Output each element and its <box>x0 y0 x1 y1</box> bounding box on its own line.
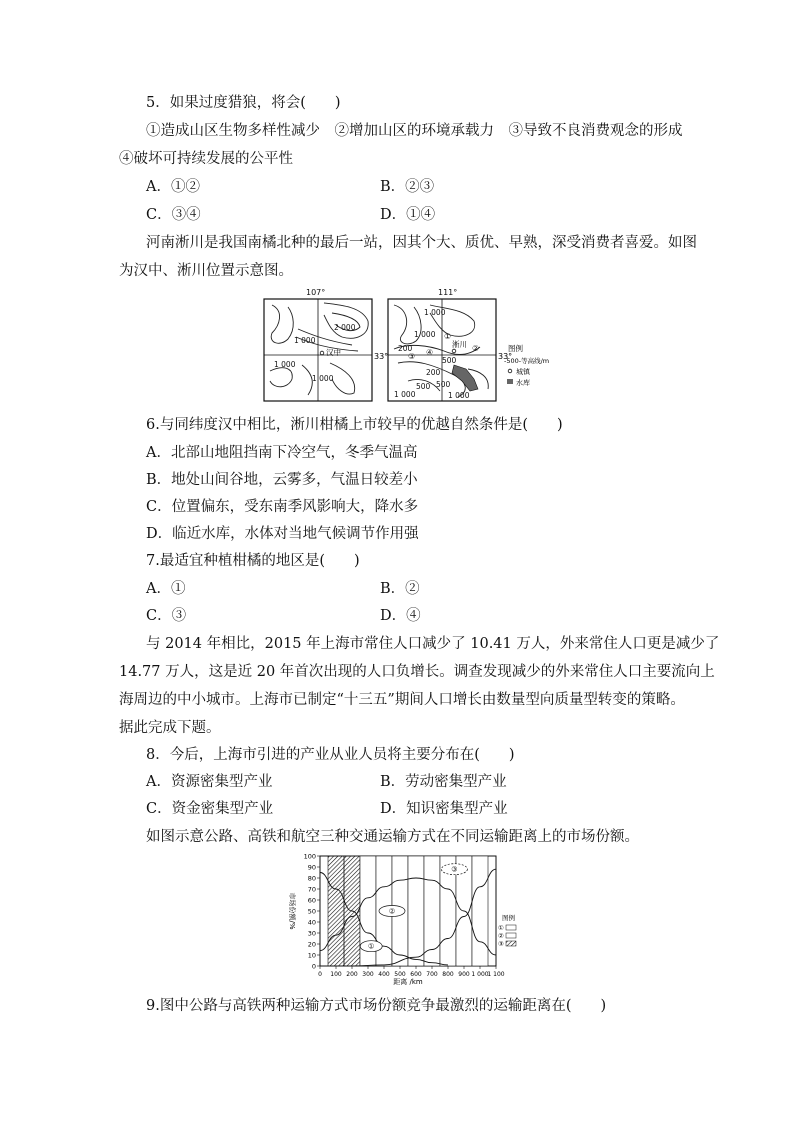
chart-xtick-2: 200 <box>346 971 358 978</box>
chart-ytick-0: 0 <box>311 962 316 971</box>
q5-option-a: A．①② <box>146 179 200 195</box>
map-legend-contour: -500-等高线/m <box>504 357 550 365</box>
map-right-label-7: 500 <box>416 382 431 391</box>
chart-xtick-0: 0 <box>318 971 322 978</box>
chart-xtick-5: 500 <box>394 971 406 978</box>
q7-option-d: D．④ <box>380 608 421 624</box>
chart-label-1: ① <box>368 942 375 951</box>
q6-stem: 6.与同纬度汉中相比，淅川柑橘上市较早的优越自然条件是( ) <box>146 417 563 433</box>
chart-ytick-5: 50 <box>307 907 316 916</box>
map-hanzhong-label: 汉中 <box>326 348 341 357</box>
chart-label-2: ② <box>388 907 396 916</box>
passage3-line1: 如图示意公路、高铁和航空三种交通运输方式在不同运输距离上的市场份额。 <box>146 829 639 845</box>
chart-ytick-9: 90 <box>307 863 316 872</box>
q9-stem: 9.图中公路与高铁两种运输方式市场份额竞争最激烈的运输距离在( ) <box>146 998 607 1014</box>
chart-xtick-11: 1 100 <box>487 971 505 978</box>
map-legend-title: 图例 <box>508 344 523 353</box>
passage1-line1: 河南淅川是我国南橘北种的最后一站，因其个大、质优、早熟，深受消费者喜爱。如图 <box>146 235 697 251</box>
map-xichuan-label: 淅川 <box>452 340 467 349</box>
q5-option-c: C．③④ <box>146 207 201 223</box>
map-lon-left: 107° <box>306 288 326 297</box>
map-lat-right: 33° <box>498 352 513 361</box>
map-lon-right: 111° <box>438 288 458 297</box>
chart-ylabel: 市场份额/% <box>288 892 296 930</box>
q5-options-line2: ④破坏可持续发展的公平性 <box>119 151 293 167</box>
q8-option-c: C．资金密集型产业 <box>146 801 274 817</box>
map-right-label-5: 200 <box>426 368 441 377</box>
chart-legend-swatch-3 <box>506 941 516 946</box>
chart-legend-2: ② <box>498 932 504 940</box>
chart-xtick-3: 300 <box>362 971 374 978</box>
q8-stem: 8．今后，上海市引进的产业从业人员将主要分布在( ) <box>146 747 515 763</box>
chart-ytick-2: 20 <box>307 940 316 949</box>
chart-legend-title: 图例 <box>502 914 515 922</box>
q6-option-b: B．地处山间谷地，云雾多，气温日较差小 <box>146 472 418 488</box>
map-legend-reservoir: 水库 <box>516 379 530 387</box>
map-right-label-4: 500 <box>442 356 457 365</box>
chart-xtick-10: 1 000 <box>471 971 489 978</box>
chart-xtick-6: 600 <box>410 971 422 978</box>
q6-option-a: A．北部山地阻挡南下冷空气，冬季气温高 <box>146 445 418 461</box>
chart-legend-3: ③ <box>498 940 504 948</box>
chart-band-100 <box>328 856 344 966</box>
chart-ytick-7: 70 <box>307 885 316 894</box>
map-marker-1: ① <box>444 332 452 341</box>
map-marker-3: ③ <box>408 352 416 361</box>
map-right-label-9: 1 000 <box>448 391 470 400</box>
chart-band-600 <box>408 856 424 966</box>
map-legend-town: 城镇 <box>516 368 530 376</box>
chart-xtick-8: 800 <box>442 971 454 978</box>
chart-ytick-4: 40 <box>307 918 316 927</box>
q6-option-c: C．位置偏东，受东南季风影响大，降水多 <box>146 499 419 515</box>
chart-ytick-10: 100 <box>303 852 316 861</box>
q5-stem: 5．如果过度猎狼，将会( ) <box>146 95 341 111</box>
map-legend-town-icon <box>508 369 512 373</box>
chart-xtick-7: 700 <box>426 971 438 978</box>
passage2-line1: 与 2014 年相比，2015 年上海市常住人口减少了 10.41 万人，外来常住人口更是减少了 <box>146 636 720 652</box>
q7-option-a: A．① <box>146 581 186 597</box>
chart-legend-swatch-1 <box>506 925 516 930</box>
chart-xtick-9: 900 <box>458 971 470 978</box>
location-map <box>258 285 570 405</box>
chart-legend-swatch-2 <box>506 933 516 938</box>
chart-legend-1: ① <box>498 924 504 932</box>
q7-option-c: C．③ <box>146 608 187 624</box>
passage1-line2: 为汉中、淅川位置示意图。 <box>119 263 293 279</box>
chart-xtick-4: 400 <box>378 971 390 978</box>
passage2-line3: 海周边的中小城市。上海市已制定“十三五”期间人口增长由数量型向质量型转变的策略。 <box>119 692 685 708</box>
q5-options-line1: ①造成山区生物多样性减少 ②增加山区的环境承载力 ③导致不良消费观念的形成 <box>146 123 683 139</box>
q8-option-b: B．劳动密集型产业 <box>380 774 507 790</box>
chart-ytick-3: 30 <box>307 929 316 938</box>
map-right-label-3: 200 <box>398 344 413 353</box>
map-right-label-1: 1 000 <box>424 308 446 317</box>
q7-stem: 7.最适宜种植柑橘的地区是( ) <box>146 553 360 569</box>
chart-band-1000 <box>472 856 488 966</box>
map-left-label-3: 1 000 <box>274 360 296 369</box>
map-right-label-2: 1 000 <box>414 330 436 339</box>
map-right-label-6: 500 <box>436 380 451 389</box>
q8-option-d: D．知识密集型产业 <box>380 801 508 817</box>
passage2-line2: 14.77 万人，这是近 20 年首次出现的人口负增长。调查发现减少的外来常住人口主要流向上 <box>119 664 715 680</box>
map-hanzhong-town <box>320 351 324 355</box>
q5-option-b: B．②③ <box>380 179 435 195</box>
map-lat-left: 33° <box>374 352 389 361</box>
map-xichuan-town <box>452 349 456 353</box>
map-marker-2: ② <box>472 344 480 353</box>
map-marker-4: ④ <box>426 348 434 357</box>
q8-option-a: A．资源密集型产业 <box>146 774 273 790</box>
q7-option-b: B．② <box>380 581 420 597</box>
chart-ytick-1: 10 <box>307 951 316 960</box>
chart-xtick-1: 100 <box>330 971 342 978</box>
market-share-chart <box>280 850 520 988</box>
chart-xlabel: 距离 /km <box>393 978 423 986</box>
map-left-label-4: 1 000 <box>312 374 334 383</box>
chart-ytick-6: 60 <box>307 896 316 905</box>
passage2-line4: 据此完成下题。 <box>119 720 221 736</box>
chart-label-3: ③ <box>451 865 458 874</box>
map-left-label-1: 2 000 <box>334 323 356 332</box>
chart-ytick-8: 80 <box>307 874 316 883</box>
map-legend-reservoir-icon <box>507 379 513 384</box>
map-left-label-2: 1 000 <box>294 336 316 345</box>
map-right-label-8: 1 000 <box>394 390 416 399</box>
q6-option-d: D．临近水库，水体对当地气候调节作用强 <box>146 526 419 542</box>
q5-option-d: D．①④ <box>380 207 436 223</box>
